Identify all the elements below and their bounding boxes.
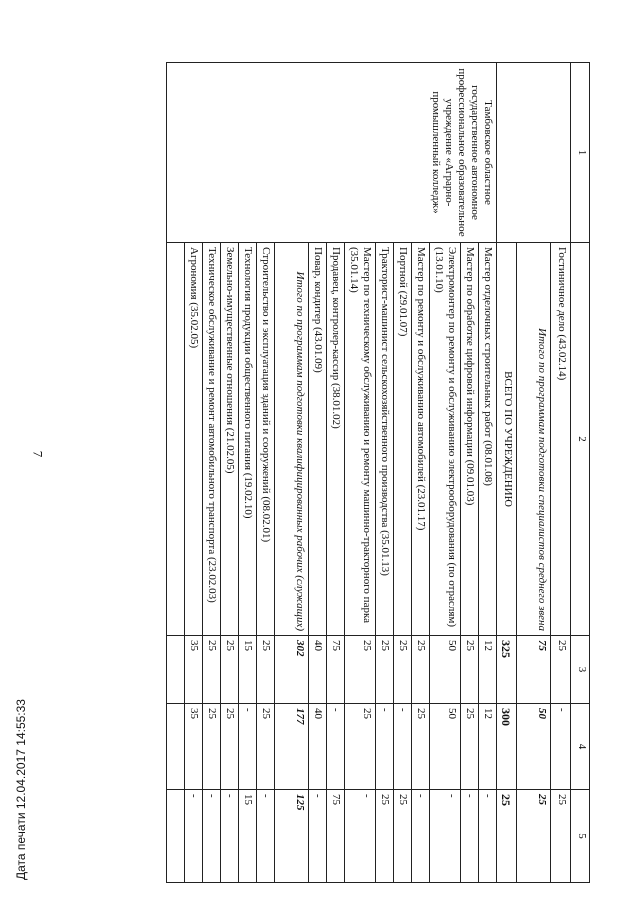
value-cell: 125 bbox=[275, 790, 309, 883]
rotated-table-container bbox=[100, 62, 590, 882]
program-name: Гостиничное дело (43.02.14) bbox=[551, 243, 571, 636]
empty-cell bbox=[167, 636, 185, 704]
admission-table bbox=[166, 62, 590, 883]
value-cell: - bbox=[327, 704, 345, 790]
value-cell: 25 bbox=[412, 704, 430, 790]
value-cell: - bbox=[309, 790, 327, 883]
program-name: Мастер по техническому обслуживанию и ремонту машинно-тракторного парка (35.01.14) bbox=[345, 243, 376, 636]
value-cell: 40 bbox=[309, 636, 327, 704]
program-name: Мастер отделочных строительных работ (08.01.08) bbox=[479, 243, 497, 636]
print-date-footer: Дата печати 12.04.2017 14:55:33 bbox=[14, 699, 28, 880]
value-cell: - bbox=[412, 790, 430, 883]
value-cell: - bbox=[203, 790, 221, 883]
header-cell: 4 bbox=[571, 704, 590, 790]
program-name: Строительство и эксплуатация зданий и сооружений (08.02.01) bbox=[257, 243, 275, 636]
value-cell: - bbox=[376, 704, 394, 790]
value-cell: - bbox=[430, 790, 461, 883]
program-name: Мастер по обработке цифровой информации (09.01.03) bbox=[461, 243, 479, 636]
value-cell: 50 bbox=[430, 636, 461, 704]
program-name: Техническое обслуживание и ремонт автомобильного транспорта (23.02.03) bbox=[203, 243, 221, 636]
value-cell: 35 bbox=[185, 636, 203, 704]
value-cell: 50 bbox=[517, 704, 551, 790]
value-cell: - bbox=[551, 704, 571, 790]
institution-name: Тамбовское областное государственное автономное профессиональное образовательное учреждение «Аграрно-промышленный колледж» bbox=[167, 63, 497, 243]
program-name: Повар, кондитер (43.01.09) bbox=[309, 243, 327, 636]
program-name: Продавец, контролер-кассир (38.01.02) bbox=[327, 243, 345, 636]
value-cell: 75 bbox=[327, 790, 345, 883]
value-cell: 12 bbox=[479, 704, 497, 790]
program-name: Агрономия (35.02.05) bbox=[185, 243, 203, 636]
value-cell: 40 bbox=[309, 704, 327, 790]
program-name: Технология продукции общественного питания (19.02.10) bbox=[239, 243, 257, 636]
value-cell: 25 bbox=[221, 704, 239, 790]
value-cell: 25 bbox=[203, 636, 221, 704]
value-cell: 15 bbox=[239, 790, 257, 883]
value-cell: 25 bbox=[203, 704, 221, 790]
value-cell: - bbox=[239, 704, 257, 790]
header-cell: 2 bbox=[571, 243, 590, 636]
value-cell: 25 bbox=[257, 636, 275, 704]
value-cell: 25 bbox=[394, 790, 412, 883]
empty-cell bbox=[167, 790, 185, 883]
value-cell: 300 bbox=[497, 704, 517, 790]
value-cell: 25 bbox=[345, 704, 376, 790]
value-cell: - bbox=[394, 704, 412, 790]
header-cell: 5 bbox=[571, 790, 590, 883]
value-cell: 25 bbox=[517, 790, 551, 883]
value-cell: 177 bbox=[275, 704, 309, 790]
page-number: 7 bbox=[30, 450, 46, 458]
value-cell: 25 bbox=[551, 636, 571, 704]
empty-cell bbox=[167, 704, 185, 790]
table-header-row bbox=[571, 63, 590, 883]
total-label: ВСЕГО ПО УЧРЕЖДЕНИЮ bbox=[497, 243, 517, 636]
value-cell: 50 bbox=[430, 704, 461, 790]
value-cell: - bbox=[257, 790, 275, 883]
value-cell: 25 bbox=[497, 790, 517, 883]
value-cell: 325 bbox=[497, 636, 517, 704]
value-cell: 25 bbox=[345, 636, 376, 704]
program-name: Тракторист-машинист сельскохозяйственного производства (35.01.13) bbox=[376, 243, 394, 636]
value-cell: - bbox=[345, 790, 376, 883]
header-cell: 1 bbox=[571, 63, 590, 243]
table-row bbox=[479, 63, 497, 883]
program-name: Портной (29.01.07) bbox=[394, 243, 412, 636]
empty-cell bbox=[497, 63, 571, 243]
program-name: Электромонтер по ремонту и обслуживанию электрооборудования (по отраслям) (13.01.10) bbox=[430, 243, 461, 636]
value-cell: - bbox=[185, 790, 203, 883]
value-cell: 25 bbox=[376, 790, 394, 883]
value-cell: 302 bbox=[275, 636, 309, 704]
value-cell: 75 bbox=[517, 636, 551, 704]
value-cell: - bbox=[479, 790, 497, 883]
value-cell: 15 bbox=[239, 636, 257, 704]
header-cell: 3 bbox=[571, 636, 590, 704]
value-cell: 25 bbox=[412, 636, 430, 704]
subtotal-label: Итого по программам подготовки специалистов среднего звена bbox=[517, 243, 551, 636]
program-name: Земельно-имущественные отношения (21.02.05) bbox=[221, 243, 239, 636]
empty-cell bbox=[167, 243, 185, 636]
value-cell: 25 bbox=[551, 790, 571, 883]
value-cell: 35 bbox=[185, 704, 203, 790]
value-cell: 25 bbox=[376, 636, 394, 704]
value-cell: 25 bbox=[257, 704, 275, 790]
table-row bbox=[551, 63, 571, 883]
value-cell: 25 bbox=[461, 704, 479, 790]
value-cell: - bbox=[461, 790, 479, 883]
value-cell: 25 bbox=[394, 636, 412, 704]
value-cell: 25 bbox=[221, 636, 239, 704]
program-name: Мастер по ремонту и обслуживанию автомобилей (23.01.17) bbox=[412, 243, 430, 636]
value-cell: - bbox=[221, 790, 239, 883]
value-cell: 25 bbox=[461, 636, 479, 704]
subtotal-label: Итого по программам подготовки квалифицированных рабочих (служащих) bbox=[275, 243, 309, 636]
value-cell: 75 bbox=[327, 636, 345, 704]
value-cell: 12 bbox=[479, 636, 497, 704]
